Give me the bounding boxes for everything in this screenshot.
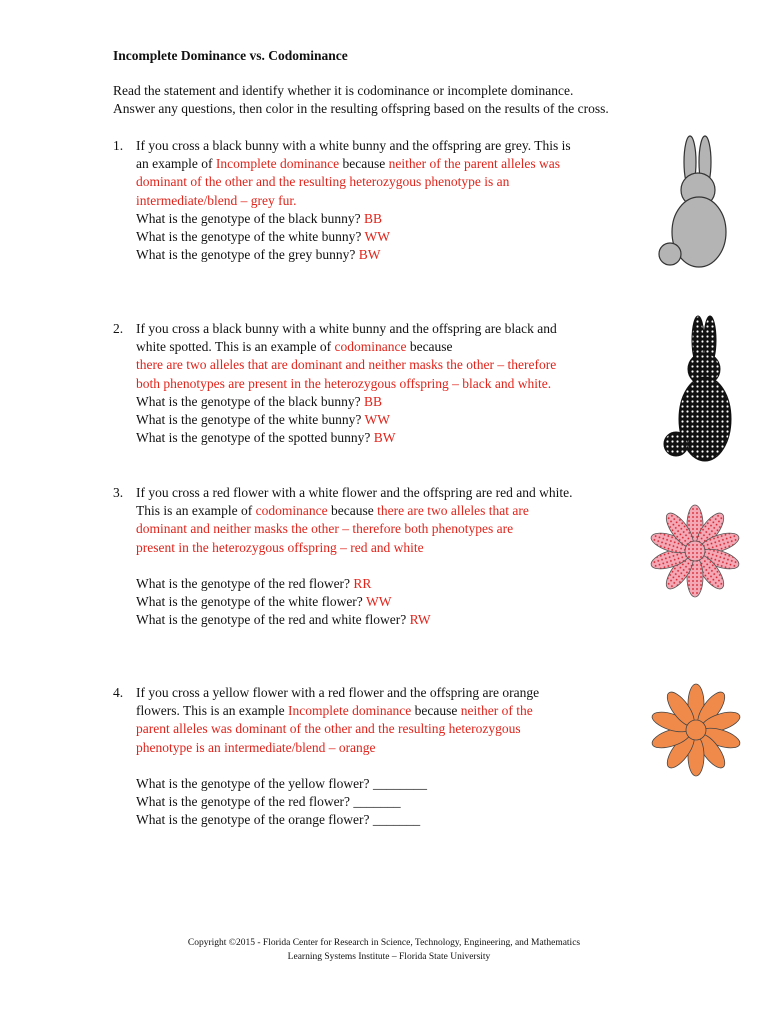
question-2: [113, 320, 653, 447]
genotype-question: What is the genotype of the black bunny? BB: [136, 393, 382, 409]
answer-reason: both phenotypes are present in the heterozygous offspring – black and white.: [136, 375, 552, 391]
answer-type: codominance: [334, 339, 407, 355]
instructions-line-2: Answer any questions, then color in the resulting offspring based on the results of the cross.: [113, 101, 609, 116]
question-text: This is an example of: [136, 503, 253, 519]
question-number: 1.: [113, 138, 124, 153]
orange-flower-image: [650, 682, 742, 778]
footer-institute: Learning Systems Institute – Florida State University: [287, 952, 491, 962]
grey-bunny-image: [655, 134, 735, 270]
page-title: Incomplete Dominance vs. Codominance: [113, 48, 348, 63]
genotype-answer: WW: [364, 412, 390, 428]
question-text: because: [330, 503, 374, 519]
question-text: If you cross a black bunny with a white bunny and the offspring are grey. This is: [136, 138, 571, 153]
genotype-answer: BW: [373, 430, 396, 446]
genotype-question: What is the genotype of the orange flower? _______: [136, 812, 421, 828]
genotype-answer-blank[interactable]: _______: [353, 794, 401, 810]
genotype-answer-blank[interactable]: _______: [372, 812, 421, 828]
genotype-question: What is the genotype of the yellow flower? ________: [136, 775, 427, 791]
question-3: [113, 484, 653, 629]
answer-reason: intermediate/blend – grey fur.: [136, 192, 297, 208]
genotype-question: What is the genotype of the grey bunny? BW: [136, 247, 381, 263]
question-number: 2.: [113, 321, 124, 336]
answer-reason: dominant and neither masks the other – therefore both phenotypes are: [136, 521, 514, 537]
spotted-bunny-image: [660, 314, 740, 464]
genotype-question: What is the genotype of the red and white flower? RW: [136, 612, 431, 628]
genotype-answer: BB: [363, 393, 382, 409]
question-number: 3.: [113, 485, 124, 500]
question-text: because: [409, 339, 453, 355]
genotype-question: What is the genotype of the white flower? WW: [136, 594, 392, 610]
question-text: If you cross a yellow flower with a red flower and the offspring are orange: [136, 685, 540, 700]
question-4: [113, 684, 653, 829]
genotype-question: What is the genotype of the red flower? RR: [136, 575, 372, 591]
question-text: If you cross a red flower with a white flower and the offspring are red and white.: [136, 485, 573, 500]
answer-type: Incomplete dominance: [215, 156, 340, 172]
question-text: because: [342, 156, 386, 172]
genotype-question: What is the genotype of the white bunny? WW: [136, 412, 390, 428]
genotype-answer: WW: [364, 229, 390, 245]
answer-reason: there are two alleles that are dominant and neither masks the other – therefore: [136, 357, 557, 373]
question-text: flowers. This is an example: [136, 703, 285, 719]
answer-reason: neither of the: [460, 703, 533, 719]
question-text: If you cross a black bunny with a white bunny and the offspring are black and: [136, 321, 557, 336]
answer-reason: parent alleles was dominant of the other and the resulting heterozygous: [136, 721, 521, 737]
genotype-answer: BW: [358, 247, 381, 263]
genotype-answer: BB: [363, 210, 382, 226]
red-white-flower-image: [647, 503, 743, 599]
question-text: an example of: [136, 156, 213, 172]
question-text: because: [414, 703, 458, 719]
genotype-answer: WW: [365, 594, 392, 610]
genotype-answer: RR: [353, 575, 372, 591]
instructions-line-1: Read the statement and identify whether it is codominance or incomplete dominance.: [113, 83, 574, 98]
genotype-answer: RW: [409, 612, 431, 628]
answer-reason: dominant of the other and the resulting heterozygous phenotype is an: [136, 174, 510, 190]
genotype-question: What is the genotype of the spotted bunny? BW: [136, 430, 396, 446]
answer-reason: there are two alleles that are: [377, 503, 529, 519]
genotype-question: What is the genotype of the red flower? _______: [136, 794, 401, 810]
question-number: 4.: [113, 685, 124, 700]
genotype-question: What is the genotype of the black bunny? BB: [136, 210, 382, 226]
footer-copyright: Copyright ©2015 - Florida Center for Research in Science, Technology, Engineering, and Mathematics: [187, 938, 581, 948]
question-1: [113, 137, 653, 264]
genotype-question: What is the genotype of the white bunny? WW: [136, 229, 390, 245]
answer-reason: neither of the parent alleles was: [388, 156, 560, 172]
answer-type: Incomplete dominance: [287, 703, 412, 719]
genotype-answer-blank[interactable]: ________: [372, 775, 427, 791]
answer-reason: present in the heterozygous offspring – red and white: [136, 539, 424, 555]
answer-type: codominance: [255, 503, 328, 519]
answer-reason: phenotype is an intermediate/blend – orange: [136, 739, 376, 755]
instructions: [113, 82, 713, 118]
footer: [0, 936, 768, 964]
question-text: white spotted. This is an example of: [136, 339, 332, 355]
